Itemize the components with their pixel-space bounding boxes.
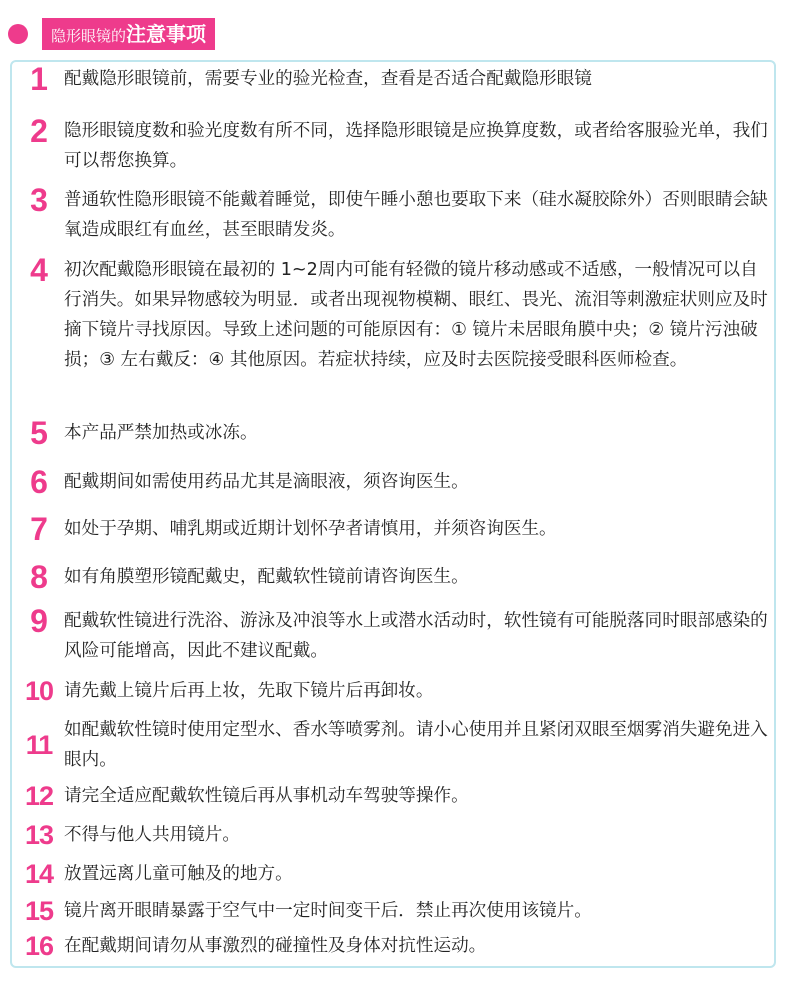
header-tag <box>42 18 215 50</box>
item-number: 4 <box>30 252 48 288</box>
item-text: 本产品严禁加热或冰冻。 <box>64 423 258 443</box>
item-text: 隐形眼镜度数和验光度数有所不同，选择隐形眼镜是应换算度数，或者给客服验光单，我们可以帮您换算。 <box>64 121 768 171</box>
item-text: 镜片离开眼睛暴露于空气中一定时间变干后．禁止再次使用该镜片。 <box>64 901 592 921</box>
item-number: 8 <box>30 559 48 595</box>
list-item <box>14 511 774 547</box>
list-item <box>14 859 774 889</box>
item-number: 7 <box>30 511 48 547</box>
list-item <box>14 676 774 706</box>
item-number: 5 <box>30 415 48 451</box>
item-number: 10 <box>24 676 54 706</box>
item-text: 普通软性隐形眼镜不能戴着睡觉，即使午睡小憩也要取下来（硅水凝胶除外）否则眼睛会缺氧造成眼红有血丝，甚至眼睛发炎。 <box>64 190 768 240</box>
list-item <box>14 781 774 811</box>
item-text: 在配戴期间请勿从事激烈的碰撞性及身体对抗性运动。 <box>64 936 487 956</box>
item-text: 如配戴软性镜时使用定型水、香水等喷雾剂。请小心使用并且紧闭双眼至烟雾消失避免进入眼内。 <box>64 720 768 770</box>
item-text: 不得与他人共用镜片。 <box>64 825 240 845</box>
list-item <box>14 820 774 850</box>
bullet-dot-icon <box>8 24 28 44</box>
list-item <box>14 113 774 176</box>
list-item <box>14 931 774 961</box>
item-text: 初次配戴隐形眼镜在最初的 1~2周内可能有轻微的镜片移动感或不适感，一般情况可以自行消失。如果异物感较为明显．或者出现视物模糊、眼红、畏光、流泪等刺激症状则应及时摘下镜片寻找原因。导致上述问题的可能原因有：① 镜片未居眼角膜中央；② 镜片污浊破损；③ 左右戴反：④ 其他原因。若症状持续，应及时去医院接受眼科医师检查。 <box>64 260 768 370</box>
item-text: 如有角膜塑形镜配戴史，配戴软性镜前请咨询医生。 <box>64 567 469 587</box>
item-number: 9 <box>30 603 48 639</box>
list-item <box>14 603 774 666</box>
list-item <box>14 464 774 500</box>
item-text: 如处于孕期、哺乳期或近期计划怀孕者请慎用，并须咨询医生。 <box>64 519 557 539</box>
item-number: 1 <box>30 61 48 97</box>
list-item <box>14 415 774 451</box>
item-text: 配戴期间如需使用药品尤其是滴眼液，须咨询医生。 <box>64 472 469 492</box>
item-text: 请完全适应配戴软性镜后再从事机动车驾驶等操作。 <box>64 786 469 806</box>
list-item <box>14 559 774 595</box>
item-text: 放置远离儿童可触及的地方。 <box>64 864 293 884</box>
header-prefix: 隐形眼镜的 <box>51 27 127 45</box>
item-text: 请先戴上镜片后再上妆，先取下镜片后再卸妆。 <box>64 681 434 701</box>
list-item <box>14 896 774 926</box>
list-item <box>14 182 774 245</box>
item-number: 14 <box>24 859 54 889</box>
section-header <box>8 18 215 50</box>
item-number: 13 <box>24 820 54 850</box>
item-number: 12 <box>24 781 54 811</box>
header-title: 注意事项 <box>126 22 207 46</box>
item-number: 3 <box>30 182 48 218</box>
item-number: 2 <box>30 113 48 149</box>
list-item <box>14 252 774 375</box>
list-item <box>14 61 774 97</box>
item-number: 6 <box>30 464 48 500</box>
item-number: 15 <box>24 896 54 926</box>
item-number: 11 <box>25 730 53 760</box>
item-number: 16 <box>24 931 54 961</box>
item-text: 配戴隐形眼镜前，需要专业的验光检查，查看是否适合配戴隐形眼镜 <box>64 69 592 89</box>
list-item <box>14 715 774 775</box>
item-text: 配戴软性镜进行洗浴、游泳及冲浪等水上或潜水活动时，软性镜有可能脱落同时眼部感染的风险可能增高，因此不建议配戴。 <box>64 611 768 661</box>
